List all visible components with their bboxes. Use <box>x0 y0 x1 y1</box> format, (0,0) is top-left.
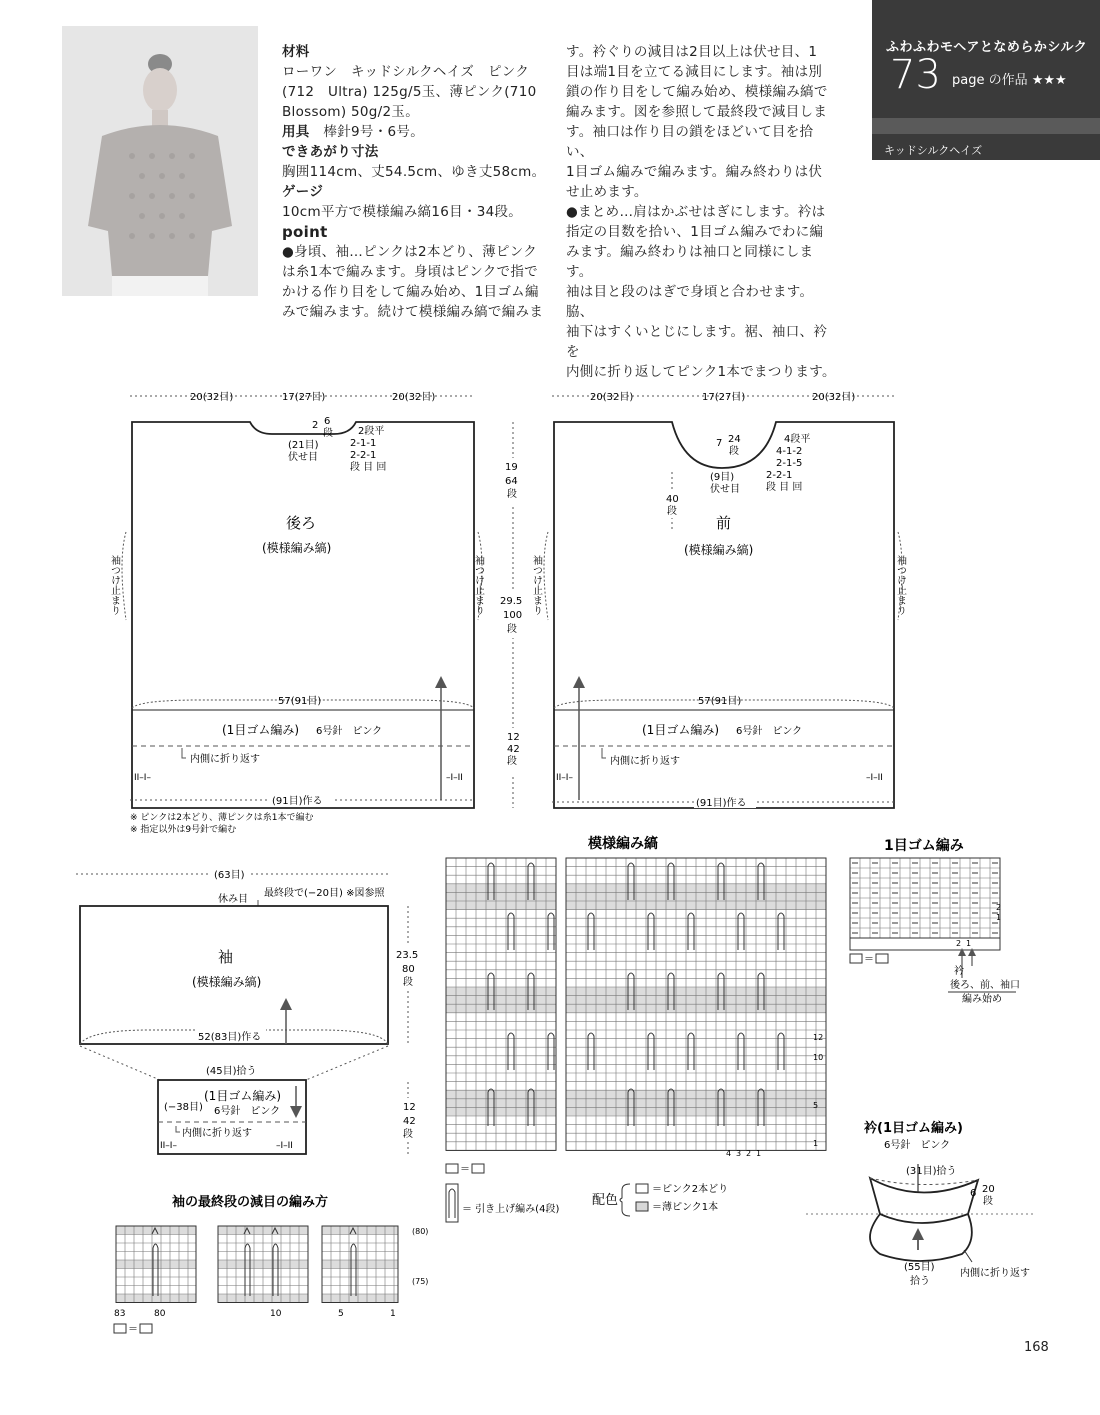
sleeve-diagram <box>76 868 424 1154</box>
front-subtitle: (模様編み縞) <box>684 543 754 557</box>
back-top-mid: 17(27目) <box>282 392 326 403</box>
collar-bottom-pickup: (55目) <box>904 1262 935 1273</box>
col-number: 1 <box>756 1149 762 1158</box>
row-80-label: (80) <box>412 1227 429 1236</box>
tools-heading: 用具 <box>282 124 310 140</box>
rib-chart-title: 1目ゴム編み <box>884 838 964 854</box>
rib-start-label-3: 編み始め <box>962 994 1002 1005</box>
size-text: 胸囲114cm、丈54.5cm、ゆき丈58cm。 <box>282 164 546 180</box>
col-number: 3 <box>736 1149 742 1158</box>
front-rows-40-unit: 段 <box>667 506 677 517</box>
back-width: 57(91目) <box>278 696 322 707</box>
front-dec-line: 2-2-1 <box>766 470 793 481</box>
rib-key: ＝ <box>864 954 874 965</box>
row-75-label: (75) <box>412 1277 429 1286</box>
instruction-line: 1目ゴム編みで編みます。編み終わりは伏 <box>566 164 823 180</box>
front-top-mid: 17(27目) <box>702 392 746 403</box>
front-dec-line: 段 目 回 <box>766 482 803 493</box>
back-cast-on: (91目)作る <box>272 796 323 807</box>
back-top-right: 20(32目) <box>392 392 436 403</box>
col-number: 2 <box>746 1149 752 1158</box>
front-side-label-right: 袖つけ止まり <box>894 555 906 615</box>
front-dec-line: 4-1-2 <box>776 446 803 457</box>
sleeve-title: 袖 <box>218 948 234 966</box>
front-fold-label: 内側に折り返す <box>610 756 680 767</box>
point-line: かける作り目をして編み始め、1目ゴム編 <box>282 284 539 300</box>
back-bindoff-label: 伏せ目 <box>288 452 318 463</box>
back-subtitle: (模様編み縞) <box>262 541 332 555</box>
instruction-line: 指定の目数を拾い、1目ゴム編みでわに編 <box>566 224 824 240</box>
sleeve-rib-needle: 6号針 ピンク <box>214 1106 281 1117</box>
gauge-text: 10cm平方で模様編み縞16目・34段。 <box>282 204 523 220</box>
point-line: ●身頃、袖…ピンクは2本どり、薄ピンク <box>282 244 538 260</box>
color-2-label: ＝薄ピンク1本 <box>652 1202 719 1213</box>
back-side-label-right: 袖つけ止まり <box>472 555 484 615</box>
back-rib-needle: 6号針 ピンク <box>316 726 383 737</box>
rib-row-num: 1 <box>996 913 1002 922</box>
back-body-cm: 29.5 <box>500 596 523 607</box>
color-label: 配色 <box>592 1193 619 1208</box>
back-dec-line: 2-1-1 <box>350 438 377 449</box>
materials-line: ローワン キッドシルクヘイズ ピンク <box>282 64 530 80</box>
front-rows-40: 40 <box>666 494 679 505</box>
collar-bottom-pickup-2: 拾う <box>910 1276 930 1287</box>
back-fold-label: 内側に折り返す <box>190 754 260 765</box>
back-neck-depth: 2 <box>312 420 319 431</box>
front-edge-right: –I–II <box>866 773 883 783</box>
back-rib-unit: 段 <box>507 756 517 767</box>
pattern-chart-title: 模様編み縞 <box>588 836 658 852</box>
rib-start-label-2: 後ろ、前、袖口 <box>950 980 1020 991</box>
back-body-rows: 100 <box>503 610 523 621</box>
pattern-key: ＝ <box>460 1164 470 1175</box>
row-number: 12 <box>813 1033 824 1042</box>
collar-height-rows: 20 <box>982 1184 995 1195</box>
sleeve-height-rows: 80 <box>402 964 415 975</box>
sleeve-rib-cm: 12 <box>403 1102 416 1113</box>
back-title: 後ろ <box>286 514 317 532</box>
sleeve-decrease-chart <box>114 1194 428 1335</box>
front-rib-label: (1目ゴム編み) <box>642 723 719 737</box>
instruction-line: 内側に折り返してピンク1本でまつります。 <box>566 364 836 380</box>
sleeve-dec-title: 袖の最終段の減目の編み方 <box>172 1195 329 1210</box>
collar-fold-label: 内側に折り返す <box>960 1268 1030 1279</box>
rib-start-label-1: 衿 <box>954 966 964 977</box>
sleeve-height-unit: 段 <box>403 977 413 988</box>
front-neck-depth: 7 <box>716 438 723 449</box>
point-line: は糸1本で編みます。身頃はピンクで指で <box>282 264 538 280</box>
sleeve-pickup: (45目)拾う <box>206 1066 257 1077</box>
page-number: 168 <box>1024 1340 1049 1355</box>
instruction-line: 鎖の作り目をして編み始め、模様編み縞で <box>566 84 828 100</box>
slip-stitch-label: ＝ 引き上げ編み(4段) <box>462 1204 560 1215</box>
front-dec-line: 4段平 <box>784 434 811 445</box>
pattern-page-number: 73 <box>890 52 941 98</box>
sleeve-fold-label: 内側に折り返す <box>182 1128 252 1139</box>
sleeve-cast-on: 52(83目)作る <box>198 1032 262 1043</box>
back-rib-label: (1目ゴム編み) <box>222 723 299 737</box>
point-line: みで編みます。続けて模様編み縞で編みま <box>282 304 544 320</box>
back-edge-right: –I–II <box>446 773 463 783</box>
front-side-label-left: 袖つけ止まり <box>530 555 542 615</box>
sleeve-height-cm: 23.5 <box>396 950 419 961</box>
materials-line: (712 Ultra) 125g/5玉、薄ピンク(710 <box>282 84 537 100</box>
sleeve-rib-label: (1目ゴム編み) <box>204 1089 281 1103</box>
sleeve-rib-rows: 42 <box>403 1116 416 1127</box>
col-num: 83 <box>114 1309 126 1319</box>
front-bindoff-label: 伏せ目 <box>710 484 740 495</box>
front-width: 57(91目) <box>698 696 742 707</box>
col-num: 5 <box>338 1309 344 1319</box>
collar-height-unit: 段 <box>983 1196 993 1207</box>
back-dec-line: 2-2-1 <box>350 450 377 461</box>
note-line: ※ ピンクは2本どり、薄ピンクは糸1本で編む <box>130 813 314 823</box>
front-top-right: 20(32目) <box>812 392 856 403</box>
tools-text: 棒針9号・6号。 <box>323 124 424 140</box>
back-armhole-cm: 19 <box>505 462 518 473</box>
instruction-line: ●まとめ…肩はかぶせはぎにします。衿は <box>566 204 826 220</box>
back-bindoff: (21目) <box>288 440 319 451</box>
rib-row-num: 2 <box>996 903 1002 912</box>
difficulty-stars: ★★★ <box>1031 73 1067 88</box>
color-1-label: ＝ピンク2本どり <box>652 1184 729 1195</box>
front-bindoff: (9目) <box>710 472 735 483</box>
instruction-line: 目は端1目を立てる減目にします。袖は別 <box>566 64 823 80</box>
instruction-line: 編みます。図を参照して最終段で減目しま <box>566 104 828 120</box>
point-heading: point <box>282 223 328 241</box>
instruction-line: 袖下はすくいとじにします。裾、袖口、衿を <box>566 324 828 360</box>
col-number: 4 <box>726 1149 732 1158</box>
back-neck-rows-unit: 段 <box>323 428 333 439</box>
instruction-line: す。衿ぐりの減目は2目以上は伏せ目、1 <box>566 44 818 60</box>
rib-col-num: 1 <box>966 939 972 948</box>
row-number: 10 <box>813 1053 824 1062</box>
materials-line: Blossom) 50g/2玉。 <box>282 104 419 120</box>
yarn-label: キッドシルクヘイズ <box>884 144 983 157</box>
rib-chart <box>850 837 1020 1005</box>
back-rib-rows: 42 <box>507 744 520 755</box>
back-dec-line: 段 目 回 <box>350 462 387 473</box>
back-dec-line: 2段平 <box>358 426 385 437</box>
row-number: 5 <box>813 1101 819 1110</box>
front-edge-left: II–I– <box>556 773 573 783</box>
front-neck-rows: 24 <box>728 434 741 445</box>
front-neck-rows-unit: 段 <box>729 446 739 457</box>
collar-top-pickup: (31目)拾う <box>906 1166 957 1177</box>
sleeve-last-row: 最終段で(−20目) ※図参照 <box>264 888 385 899</box>
col-num: 1 <box>390 1309 396 1319</box>
back-rib-cm: 12 <box>507 732 520 743</box>
front-cast-on: (91目)作る <box>696 798 747 809</box>
back-body-unit: 段 <box>507 624 517 635</box>
page-suffix: page の作品 <box>952 73 1028 88</box>
sleeve-dec: (−38目) <box>164 1102 203 1113</box>
row-number: 1 <box>813 1139 819 1148</box>
instruction-line: みます。編み終わりは袖口と同様にします。 <box>566 244 814 280</box>
back-armhole-unit: 段 <box>507 489 517 500</box>
front-dec-line: 2-1-5 <box>776 458 803 469</box>
sleeve-edge-left: II–I– <box>160 1141 177 1151</box>
col-num: 10 <box>270 1309 282 1319</box>
sleeve-subtitle: (模様編み縞) <box>192 975 262 989</box>
size-heading: できあがり寸法 <box>282 144 379 160</box>
back-top-left: 20(32目) <box>190 392 234 403</box>
collar-title: 衿(1目ゴム編み) <box>864 1121 963 1136</box>
sleeve-rib-unit: 段 <box>403 1129 413 1140</box>
back-side-label-left: 袖つけ止まり <box>108 555 120 615</box>
sleeve-top-width: (63目) <box>214 870 245 881</box>
col-num: 80 <box>154 1309 166 1319</box>
sleeve-dec-key: ＝ <box>128 1324 138 1335</box>
front-title: 前 <box>716 514 732 532</box>
sleeve-edge-right: –I–II <box>276 1141 293 1151</box>
note-line: ※ 指定以外は9号針で編む <box>130 825 237 835</box>
back-neck-rows: 6 <box>324 416 331 427</box>
back-armhole-rows: 64 <box>505 476 518 487</box>
collar-height-cm: 6 <box>970 1188 977 1199</box>
collar-needle: 6号針 ピンク <box>884 1140 951 1151</box>
front-top-left: 20(32目) <box>590 392 634 403</box>
rib-col-num: 2 <box>956 939 962 948</box>
instruction-line: す。袖口は作り目の鎖をほどいて目を拾い、 <box>566 124 814 160</box>
back-edge-left: II–I– <box>134 773 151 783</box>
instruction-line: 袖は目と段のはぎで身頃と合わせます。脇、 <box>566 284 814 320</box>
materials-heading: 材料 <box>282 44 310 60</box>
front-rib-needle: 6号針 ピンク <box>736 726 803 737</box>
front-diagram <box>531 391 907 809</box>
back-diagram <box>109 391 529 808</box>
collar-diagram <box>806 1120 1036 1287</box>
instruction-line: せ止めます。 <box>566 184 648 200</box>
sleeve-rest: 休み目 <box>218 894 248 905</box>
series-title: ふわふわモヘアとなめらかシルク <box>886 40 1088 55</box>
gauge-heading: ゲージ <box>282 184 324 200</box>
pattern-chart <box>446 835 826 1222</box>
